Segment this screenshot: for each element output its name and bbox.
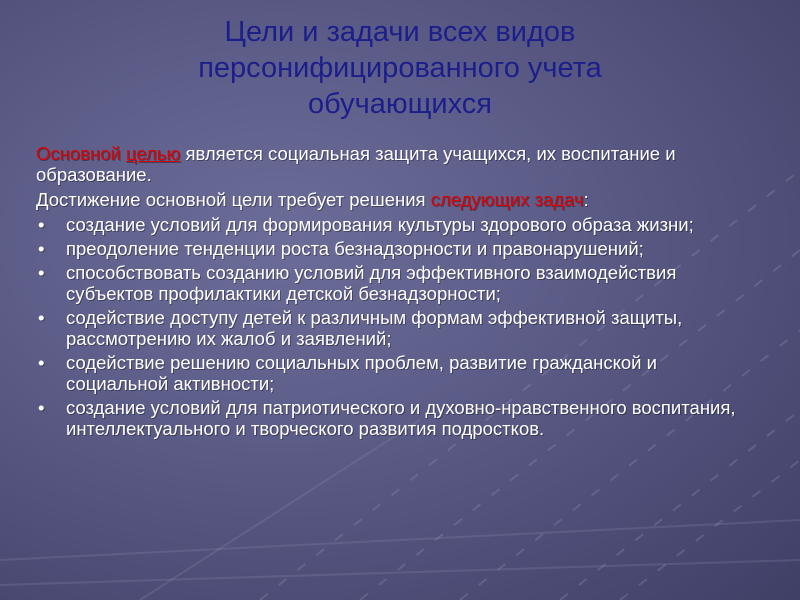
bullet-icon: •: [38, 352, 45, 373]
list-item: [36, 307, 756, 349]
list-item: [36, 238, 756, 259]
list-item-text: содействие решению социальных проблем, развитие гражданской и социальной активности;: [66, 352, 657, 394]
bullet-icon: •: [38, 262, 45, 283]
title-line-1: Цели и задачи всех видов: [224, 16, 576, 48]
title-line-3: обучающихся: [307, 88, 493, 120]
intro-paragraph: [36, 143, 756, 185]
list-item: [36, 262, 756, 304]
goal-paragraph: [36, 189, 756, 210]
list-item-text: преодоление тенденции роста безнадзорности и правонарушений;: [66, 238, 644, 259]
intro-red-text: Основной: [36, 143, 126, 164]
goal-colon: :: [583, 189, 589, 210]
list-item-text: способствовать созданию условий для эффективного взаимодействия субъектов профилактики детской безнадзорности;: [66, 262, 677, 304]
bullet-icon: •: [38, 214, 45, 235]
list-item-text: создание условий для формирования культуры здорового образа жизни;: [66, 214, 694, 235]
list-item: [36, 214, 756, 235]
slide-body: [36, 143, 756, 442]
list-item-text: создание условий для патриотического и духовно-нравственного воспитания, интеллектуального и творческого развития подростков.: [66, 397, 736, 439]
bullet-icon: •: [38, 307, 45, 328]
intro-goal-word: целью: [125, 143, 181, 164]
goal-text: Достижение основной цели требует решения: [36, 189, 431, 210]
intro-text: является социальная защита учащихся, их воспитание и образование.: [36, 143, 676, 185]
tasks-list: [36, 214, 756, 439]
list-item-text: содействие доступу детей к различным формам эффективной защиты, рассмотрению их жалоб и заявлений;: [66, 307, 683, 349]
list-item: [36, 397, 756, 439]
list-item: [36, 352, 756, 394]
title-line-2: персонифицированного учета: [198, 52, 602, 84]
bullet-icon: •: [38, 397, 45, 418]
slide-title: [60, 14, 740, 122]
bullet-icon: •: [38, 238, 45, 259]
goal-red-text: следующих задач: [430, 189, 584, 210]
